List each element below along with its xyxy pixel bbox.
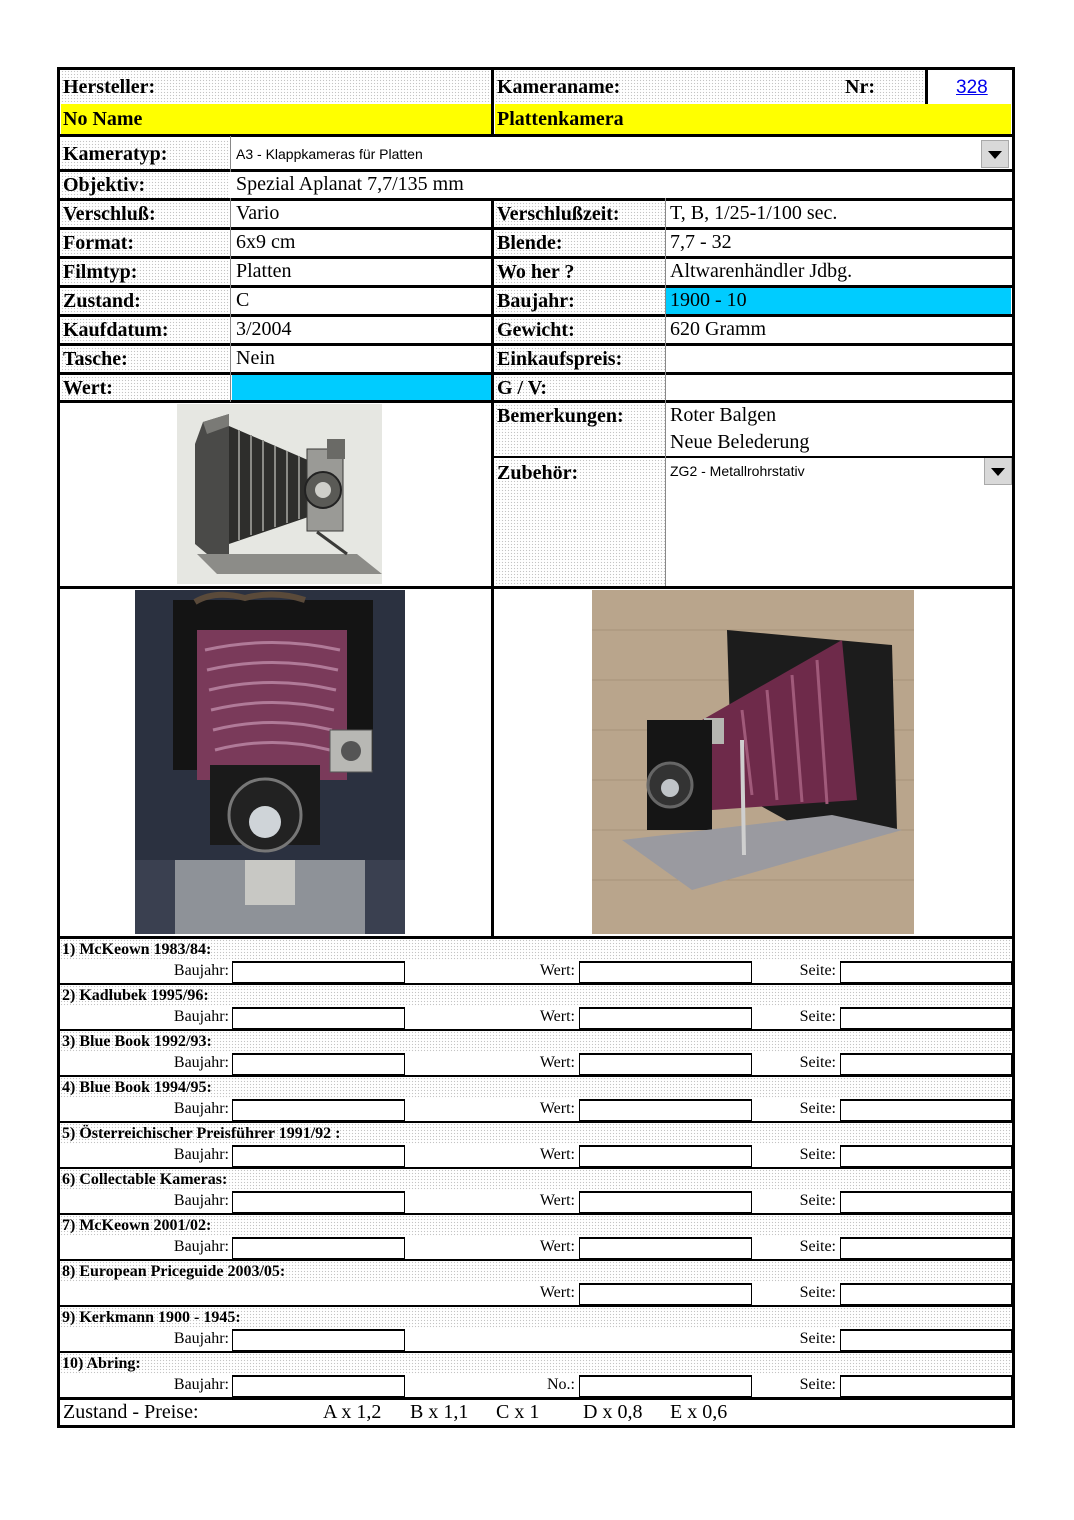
reference-baujahr-label: Baujahr: [173, 1238, 229, 1255]
reference-seite-field[interactable] [840, 1145, 1012, 1167]
rule [57, 285, 1015, 288]
reference-seite-label: Seite: [799, 962, 836, 979]
reference-baujahr-label: Baujahr: [173, 1008, 229, 1025]
gv-label: G / V: [497, 377, 548, 399]
shutter-value: Vario [236, 202, 280, 224]
reference-title: 2) Kadlubek 1995/96: [62, 987, 209, 1004]
manufacturer-value-cell [61, 104, 491, 134]
reference-baujahr-label: Baujahr: [173, 962, 229, 979]
footer-factor-d: D x 0,8 [583, 1401, 643, 1423]
purchase-date-label-cell [61, 318, 230, 343]
reference-wert-field[interactable] [579, 1375, 752, 1397]
rule-v [230, 198, 231, 402]
reference-title-cell [60, 1123, 1012, 1144]
reference-wert-label: Wert: [539, 1238, 575, 1255]
remarks-label-cell [495, 404, 665, 456]
reference-title-cell [60, 985, 1012, 1006]
rule [57, 198, 1015, 201]
footer-factor-e: E x 0,6 [670, 1401, 728, 1423]
reference-wert-field[interactable] [579, 961, 752, 983]
reference-title-cell [60, 1353, 1012, 1374]
reference-wert-label: Wert: [539, 1054, 575, 1071]
reference-seite-label: Seite: [799, 1192, 836, 1209]
rule [57, 134, 1015, 137]
reference-row [60, 1123, 1012, 1169]
shutter-speed-label-cell [495, 202, 665, 227]
reference-row [60, 1077, 1012, 1123]
source-label-cell [495, 260, 665, 285]
reference-row [60, 1215, 1012, 1261]
reference-seite-label: Seite: [799, 1330, 836, 1347]
bag-label: Tasche: [63, 348, 128, 370]
aperture-label: Blende: [497, 232, 563, 254]
rule-v [925, 67, 928, 104]
camera-name-value-cell [495, 104, 1011, 134]
camera-front-photo [135, 590, 405, 934]
manufacturer-label: Hersteller: [63, 76, 156, 98]
reference-baujahr-field[interactable] [232, 1053, 405, 1075]
reference-title-cell [60, 1215, 1012, 1236]
remarks-label: Bemerkungen: [497, 405, 624, 427]
reference-row [60, 985, 1012, 1031]
camera-type-label: Kameratyp: [63, 143, 168, 165]
reference-seite-label: Seite: [799, 1376, 836, 1393]
footer-factor-b: B x 1,1 [410, 1401, 469, 1423]
reference-baujahr-field[interactable] [232, 1237, 405, 1259]
weight-label: Gewicht: [497, 319, 575, 341]
purchase-date-value: 3/2004 [236, 318, 292, 340]
reference-title: 10) Abring: [62, 1355, 141, 1372]
weight-value: 620 Gramm [670, 318, 767, 340]
reference-seite-field[interactable] [840, 1053, 1012, 1075]
reference-wert-label: Wert: [539, 1100, 575, 1117]
reference-wert-label: Wert: [539, 1284, 575, 1301]
lens-label: Objektiv: [63, 174, 146, 196]
rule [57, 314, 1015, 317]
reference-baujahr-field[interactable] [232, 1375, 405, 1397]
reference-wert-field[interactable] [579, 1053, 752, 1075]
reference-title-cell [60, 1169, 1012, 1190]
number-label: Nr: [845, 76, 875, 98]
rule-v [230, 136, 231, 172]
year-value-cell [666, 288, 1011, 314]
source-value: Altwarenhändler Jdbg. [670, 260, 853, 282]
reference-baujahr-label: Baujahr: [173, 1376, 229, 1393]
reference-wert-label: No.: [547, 1376, 575, 1393]
reference-title: 3) Blue Book 1992/93: [62, 1033, 212, 1050]
reference-row [60, 1353, 1012, 1399]
camera-side-photo [592, 590, 914, 934]
lens-value: Spezial Aplanat 7,7/135 mm [236, 173, 464, 195]
reference-title: 6) Collectable Kameras: [62, 1171, 228, 1188]
reference-seite-field[interactable] [840, 1237, 1012, 1259]
reference-row [60, 1031, 1012, 1077]
frame-right [1012, 67, 1015, 1428]
footer-label: Zustand - Preise: [63, 1401, 199, 1423]
frame-top [57, 67, 1015, 70]
manufacturer-value: No Name [63, 108, 143, 130]
shutter-speed-label: Verschlußzeit: [497, 203, 620, 225]
reference-baujahr-label: Baujahr: [173, 1192, 229, 1209]
rule [57, 400, 1015, 403]
shutter-label-cell [61, 202, 230, 227]
accessories-value[interactable]: ZG2 - Metallrohrstativ [670, 463, 805, 479]
rule-v [491, 198, 494, 938]
reference-title: 4) Blue Book 1994/95: [62, 1079, 212, 1096]
frame-left [57, 67, 60, 1428]
rule [57, 586, 1015, 589]
reference-row [60, 939, 1012, 985]
camera-type-label-cell [61, 140, 230, 169]
reference-baujahr-field[interactable] [232, 1099, 405, 1121]
reference-baujahr-field[interactable] [232, 1191, 405, 1213]
number-cell [929, 70, 1011, 102]
reference-baujahr-field[interactable] [232, 1145, 405, 1167]
aperture-value: 7,7 - 32 [670, 231, 732, 253]
condition-value: C [236, 289, 250, 311]
reference-seite-label: Seite: [799, 1284, 836, 1301]
price-label-cell [495, 347, 665, 372]
camera-type-dropdown-arrow-icon[interactable] [981, 140, 1009, 168]
reference-wert-label: Wert: [539, 962, 575, 979]
reference-title-cell [60, 1261, 1012, 1282]
reference-title-cell [60, 939, 1012, 960]
reference-seite-field[interactable] [840, 1329, 1012, 1351]
rule [57, 372, 1015, 375]
reference-title: 5) Österreichischer Preisführer 1991/92 : [62, 1125, 341, 1142]
reference-baujahr-label: Baujahr: [173, 1146, 229, 1163]
reference-seite-field[interactable] [840, 1283, 1012, 1305]
value-value-cell [232, 375, 491, 401]
reference-seite-field[interactable] [840, 1099, 1012, 1121]
reference-seite-label: Seite: [799, 1008, 836, 1025]
footer-factor-a: A x 1,2 [323, 1401, 382, 1423]
reference-seite-field[interactable] [840, 1191, 1012, 1213]
reference-baujahr-label: Baujahr: [173, 1100, 229, 1117]
reference-title-cell [60, 1307, 1012, 1328]
film-label: Filmtyp: [63, 261, 138, 283]
film-label-cell [61, 260, 230, 285]
catalog-camera-image [177, 404, 382, 584]
rule-v [665, 198, 666, 586]
shutter-label: Verschluß: [63, 203, 156, 225]
accessories-label-cell [495, 459, 665, 586]
reference-title: 8) European Priceguide 2003/05: [62, 1263, 286, 1280]
format-label-cell [61, 231, 230, 256]
reference-title-cell [60, 1031, 1012, 1052]
gv-label-cell [495, 376, 665, 401]
reference-seite-field[interactable] [840, 961, 1012, 983]
reference-seite-field[interactable] [840, 1375, 1012, 1397]
source-label: Wo her ? [497, 261, 575, 283]
rule [57, 169, 1015, 172]
reference-seite-field[interactable] [840, 1007, 1012, 1029]
aperture-label-cell [495, 231, 665, 256]
reference-wert-field[interactable] [579, 1007, 752, 1029]
reference-wert-label: Wert: [539, 1146, 575, 1163]
reference-title-cell [60, 1077, 1012, 1098]
format-value: 6x9 cm [236, 231, 296, 253]
reference-baujahr-field[interactable] [232, 1329, 405, 1351]
remarks-line-2: Neue Belederung [670, 431, 810, 453]
accessories-label: Zubehör: [497, 462, 579, 484]
camera-type-value[interactable]: A3 - Klappkameras für Platten [236, 146, 423, 162]
year-label: Baujahr: [497, 290, 575, 312]
rule-v [491, 67, 494, 137]
camera-name-value: Plattenkamera [497, 108, 624, 130]
reference-wert-label: Wert: [539, 1008, 575, 1025]
reference-wert-label: Wert: [539, 1192, 575, 1209]
price-label: Einkaufspreis: [497, 348, 623, 370]
value-label: Wert: [63, 377, 113, 399]
frame-bottom [57, 1425, 1015, 1428]
rule [57, 936, 1015, 939]
footer-factor-c: C x 1 [496, 1401, 540, 1423]
number-link[interactable]: 328 [956, 77, 988, 98]
rule [57, 256, 1015, 259]
weight-label-cell [495, 318, 665, 343]
bag-value: Nein [236, 347, 275, 369]
reference-seite-label: Seite: [799, 1100, 836, 1117]
rule [57, 227, 1015, 230]
reference-wert-field[interactable] [579, 1237, 752, 1259]
film-value: Platten [236, 260, 292, 282]
reference-title: 1) McKeown 1983/84: [62, 941, 212, 958]
reference-baujahr-field[interactable] [232, 961, 405, 983]
reference-seite-label: Seite: [799, 1146, 836, 1163]
reference-wert-field[interactable] [579, 1145, 752, 1167]
remarks-line-1: Roter Balgen [670, 404, 777, 426]
format-label: Format: [63, 232, 135, 254]
reference-row [60, 1261, 1012, 1307]
reference-row-rule [57, 1397, 1012, 1400]
shutter-speed-value: T, B, 1/25-1/100 sec. [670, 202, 838, 224]
reference-seite-label: Seite: [799, 1238, 836, 1255]
purchase-date-label: Kaufdatum: [63, 319, 169, 341]
reference-baujahr-label: Baujahr: [173, 1330, 229, 1347]
rule [57, 343, 1015, 346]
camera-name-label-cell [495, 70, 925, 102]
reference-wert-field[interactable] [579, 1283, 752, 1305]
reference-wert-field[interactable] [579, 1191, 752, 1213]
accessories-dropdown-arrow-icon[interactable] [984, 457, 1012, 485]
manufacturer-label-cell [61, 70, 491, 102]
reference-row [60, 1169, 1012, 1215]
lens-label-cell [61, 172, 230, 199]
reference-baujahr-field[interactable] [232, 1007, 405, 1029]
camera-name-label: Kameraname: [497, 76, 621, 98]
reference-title: 7) McKeown 2001/02: [62, 1217, 212, 1234]
condition-label-cell [61, 289, 230, 314]
value-label-cell [61, 376, 230, 401]
reference-title: 9) Kerkmann 1900 - 1945: [62, 1309, 241, 1326]
year-label-cell [495, 289, 665, 314]
year-value: 1900 - 10 [670, 289, 747, 311]
condition-label: Zustand: [63, 290, 141, 312]
reference-wert-field[interactable] [579, 1099, 752, 1121]
reference-seite-label: Seite: [799, 1054, 836, 1071]
bag-label-cell [61, 347, 230, 372]
reference-row [60, 1307, 1012, 1353]
rule [492, 456, 1015, 458]
reference-baujahr-label: Baujahr: [173, 1054, 229, 1071]
